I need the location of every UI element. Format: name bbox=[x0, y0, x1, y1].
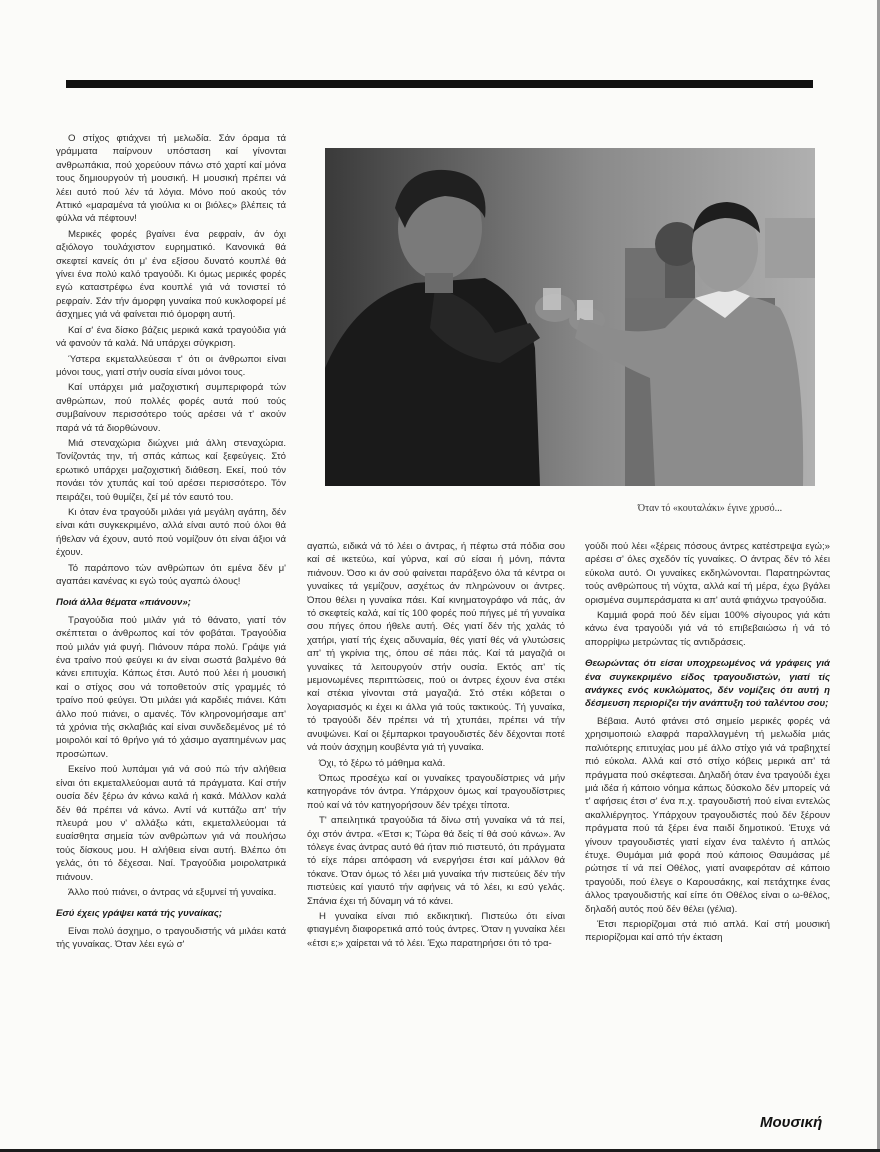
column-1 bbox=[56, 132, 286, 1132]
column-2 bbox=[307, 540, 565, 1120]
col2-paragraph: Όπως προσέχω καί οι γυναίκες τραγουδίστριες νά μήν κατηγοράνε τόν άντρα. Υπάρχουν όμως καί τραγουδίστριες πού καί νά τόν κατηγορήσουν δέν τρέχει τίποτα. bbox=[307, 772, 565, 811]
interview-question: Θεωρώντας ότι είσαι υποχρεωμένος νά γράφεις γιά ένα συγκεκριμένο είδος τραγουδιστών, γιατί τίς ανάγκες ενός κυκλώματος, δέν νομίζεις ότι αυτή η δέσμευση περιορίζει τήν ανάπτυξη τού ταλέντου σου; bbox=[585, 658, 830, 710]
top-rule bbox=[66, 80, 813, 88]
interview-question: Ποιά άλλα θέματα «πιάνουν»; bbox=[56, 597, 191, 609]
col1-paragraph: Τό παράπονο τών ανθρώπων ότι εμένα δέν μ' αγαπάει κανένας κι εγώ τούς αγαπώ όλους! bbox=[56, 562, 286, 587]
col1-paragraph: Ο στίχος φτιάχνει τή μελωδία. Σάν όραμα τά γράμματα παίρνουν υπόσταση καί γίνονται ανθρωπάκια, πού χορεύουν πάνω στό χαρτί καί μόνα τους δημιουργούν τή μουσική. Η μουσική πρέπει νά λέει αυτό πού λέν τά λόγια. Μόνο πού ακούς τόν Αττικό «μαραμένα τά γιούλια κι οι βιόλες» βλέπεις τά φύλλα νά πέφτουν! bbox=[56, 133, 286, 225]
col1-paragraph: Καί σ' ένα δίσκο βάζεις μερικά κακά τραγούδια γιά νά φανούν τά καλά. Νά υπάρχει σύγκριση. bbox=[56, 324, 286, 350]
article-photo bbox=[325, 148, 815, 486]
section-label: Μουσική bbox=[760, 1114, 823, 1131]
col3-paragraph: Βέβαια. Αυτό φτάνει στό σημείο μερικές φορές νά χρησιμοποιώ ελαφρά παραλλαγμένη τή μελωδία μιάς παλιότερης επιτυχίας μου μέ άλλο στίχο γιά νά τραβηχτεί πιό εύκολα. Αλλά καί στό στίχο κόβεις μερικά απ' τά πράγματα πού σκέφτεσαι. Δηλαδή όταν ένα τραγούδι έχει μιά ιδέα ή κάποιο νόημα κάπως δύσκολο δέν μπορείς νά τ' αφήσεις έτσι σ' ένα π.χ. τραγουδιστή πού είναι εντελώς ακαλλιέργητος. Υπάρχουν τραγουδιστές πού δέν ξέρουν πράγματα πού τά ξέρει ένα παιδί δημοτικού. Έτυχε νά γίνουν τραγουδιστές γιατί είχαν ένα ταλέντο ή απλώς έτυχε. Θυμάμαι μιά φορά πού κάποιος Θαυμάσας μέ ρώτησε τί νά πεί Οθέλος, γιατί αναφερόταν σέ κάποιο τραγούδι, πού έλεγε ο Καρουσάκης, καί πετάχτηκε ένας άλλος τραγουδιστής καί είπε ότι Οθέλος είναι ο ω-θέλος, δηλαδή αυτός πού δέν θέλει (γέλια). bbox=[585, 715, 830, 915]
col3-paragraph: Καμμιά φορά πού δέν είμαι 100% σίγουρος γιά κάτι κάνω ένα τραγούδι γιά νά τό επιβεβαιώσω ή νά τό απορρίψω μετρώντας τίς αντιδράσεις. bbox=[585, 610, 830, 648]
col1-paragraph: Άλλο πού πιάνει, ο άντρας νά εξυμνεί τή γυναίκα. bbox=[68, 886, 277, 898]
col1-paragraph: Μερικές φορές βγαίνει ένα ρεφραίν, άν όχι αξιόλογο τουλάχιστον ευρηματικό. Κανονικά θά σκεφτεί κανείς ότι μ' ένα εξίσου δυνατό κουπλέ θά γίνει ένα πολύ καλό τραγούδι. Κι όμως μερικές φορές εγώ καταστρέφω ένα κουπλέ γιά νά τονιστεί τό ρεφραίν. Σάν τήν άμορφη γυναίκα πού κυκλοφορεί μέ άσχημες γιά νά φαίνεται πιό όμορφη αυτή. bbox=[56, 228, 286, 321]
photo-caption: Όταν τό «κουταλάκι» έγινε χρυσό... bbox=[637, 503, 783, 514]
col1-paragraph: Εκείνο πού λυπάμαι γιά νά σού πώ τήν αλήθεια είναι ότι εκμεταλλεύομαι αυτά τά πράγματα. Καί στήν ουσία δέν ξέρω άν κάνω καλά ή κακά. Μάλλον καλά δέν θά πρέπει νά κάνω. Αντί νά κυττάζω απ' τήν πλευρά μου ν' αλλάξω κάτι, εκμεταλλεύομαι τά ευαίσθητα σημεία τών ανθρώπων γιά νά πουλήσω τούς δίσκους μου. Η αλήθεια είναι αυτή. Βλέπω ότι γελάς, ότι τό δέχεσαι. Ναί. Τραγούδια μοιρολατρικά πιάνουν. bbox=[56, 764, 286, 883]
col1-paragraph: Καί υπάρχει μιά μαζοχιστική συμπεριφορά τών ανθρώπων, πού πολλές φορές αυτά πού τούς συμβαίνουν περισσότερο τούς αρέσει νά τ' ακούν παρά νά τά διορθώνουν. bbox=[56, 382, 286, 434]
col1-paragraph: Κι όταν ένα τραγούδι μιλάει γιά μεγάλη αγάπη, δέν είναι κάτι συγκεκριμένο, αλλά είναι αυτό πού όλοι θά ήθελαν νά έχουν, αυτό πού νομίζουν ότι είναι άξιοι νά έχουν. bbox=[56, 506, 286, 559]
col3-paragraph: Έτσι περιορίζομαι στά πιό απλά. Καί στή μουσική περιορίζομαι καί από τήν έκταση bbox=[585, 918, 830, 944]
column-3 bbox=[585, 540, 830, 1120]
photo-two-men-toasting bbox=[325, 148, 815, 486]
col3-paragraph: γούδι πού λέει «ξέρεις πόσους άντρες κατέστρεψα εγώ;» αρέσει σ' όλες σχεδόν τίς γυναίκες. Ο άντρας δέν τό λέει εύκολα αυτό. Οι γυναίκες εκδηλώνονται. Παρατηρώντας τούς ανθρώπους τή νύχτα, αλλά καί τή μέρα, έχω βγάλει ορισμένα συμπεράσματα κι απ' αυτά φτιάχνω τραγούδια. bbox=[585, 541, 830, 606]
interview-question: Εσύ έχεις γράψει κατά τής γυναίκας; bbox=[56, 908, 223, 920]
col1-paragraph: Μιά στεναχώρια διώχνει μιά άλλη στεναχώρια. Τονίζοντάς την, τή σπάς κάπως καί ξεφεύγεις. Στό ερωτικό υπάρχει μαζοχιστική διάθεση. Εκεί, πού τόν πονάει τόν χτυπάς καί τού αρέσει περισσότερο. Τόν πειράζει, τού θυμίζει, ζεί μέ τόν εαυτό του. bbox=[56, 437, 286, 503]
col1-paragraph: Ύστερα εκμεταλλεύεσαι τ' ότι οι άνθρωποι είναι μόνοι τους, γιατί στήν ουσία είναι μόνοι τους. bbox=[56, 353, 286, 378]
col2-paragraph: Η γυναίκα είναι πιό εκδικητική. Πιστεύω ότι είναι φτιαγμένη διαφορετικά από τούς άντρες. Όταν η γυναίκα λέει «έτσι ε;» χαίρεται νά τό λέει. Έχω παρατηρήσει ότι τό τρα- bbox=[307, 910, 565, 949]
col2-paragraph: Όχι, τό ξέρω τό μάθημα καλά. bbox=[319, 757, 446, 769]
col2-paragraph: αγαπώ, ειδικά νά τό λέει ο άντρας, ή πέφτω στά πόδια σου καί σέ ικετεύω, καί γύρνα, καί σύ είσαι ή μόνη, πάντα πιάνουν. Όσο κι άν σού φαίνεται παράξενο όλα τά κέντρα οι γυναίκες τά γεμίζουν, ασχέτως άν πληρώνουν οι άντρες. Όπου θέλει η γυναίκα πάει. Καί κινηματογράφο νά πάς, άν τό σκεφτείς καλά, καί τίς 100 φορές πού πήγες μέ τή γυναίκα σου πήγες όπου ήθελε αυτή. Θές γιατί δέν τής χαλάς τό χατήρι, γιατί τής έχεις αδυναμία, θές γιατί θές νά γλυτώσεις απ' τή γκρίνια της, όπου σέ πάει πάς. Καί τά μαγαζιά οι γυναίκες τά λειτουργούν στήν ουσία. Εκτός απ' τίς μεμονωμένες περιπτώσεις, πού οι άντρες έχουν ένα στέκι καί στέκια γίνονται στά μαγαζιά. Στό στέκι κόβεται ο λογαριασμός κι έχει κι άλλα γιά τούς τακτικούς. Τή γυναίκα, τό τραγούδι δέν πρέπει νά τή χτυπάει, πρέπει νά τήν ανυψώνει. Καί οι ξέμπαρκοι τραγουδιστές δέν δέχονται ποτέ νά πούν άσχημη κουβέντα γιά τή γυναίκα. bbox=[307, 541, 565, 754]
col1-paragraph: Τραγούδια πού μιλάν γιά τό θάνατο, γιατί τόν σκέπτεται ο άνθρωπος καί τόν φοβάται. Τραγούδια πού μιλάν γιά φυγή. Πιάνουν πάρα πολύ. Γράψε γιά ένα τραίνο πού φεύγει κι άν είναι σωστά βαλμένο θά κάνει επιτυχία. Κάπως έτσι. Αυτό πού λέει ή μουσική καί ο στίχος σου νά τοποθετούν στίς γραμμές τό τραίνο πού φεύγει. Ότι μιλάει γιά καρδιές πιάνει. Κάτι άλλο πού πιάνει, ο αμανές. Τόν κληρονομήσαμε απ' τά χρόνια τής σκλαβιάς καί είναι συνδεδεμένος μέ τό μοιρολόι καί τό θρήνο γιά τό χάσιμο αγαπημένων μας προσώπων. bbox=[56, 614, 286, 760]
col1-paragraph: Είναι πολύ άσχημο, ο τραγουδιστής νά μιλάει κατά τής γυναίκας. Όταν λέει εγώ σ' bbox=[56, 925, 286, 951]
col2-paragraph: Τ' απειλητικά τραγούδια τά δίνω στή γυναίκα νά τά πεί, όχι στόν άντρα. «Έτσι κ; Τώρα θά δείς τί θά σού κάνω». Άν τόλεγε ένας άντρας αυτό θά ήταν πιό πιστευτό, ότι πράγματα τό είχε πάρει απόφαση νά ενεργήσει έτσι καί μάλλον θά τόκανε. Όταν όμως τό λέει μιά γυναίκα τήν πιστεύεις δέν τήν πιστεύεις καί γιαυτό τήν αφήνεις νά τό λέει, κι εσύ γελάς. Σπάνια έχει τή δύναμη νά τό κάνει. bbox=[307, 815, 565, 907]
